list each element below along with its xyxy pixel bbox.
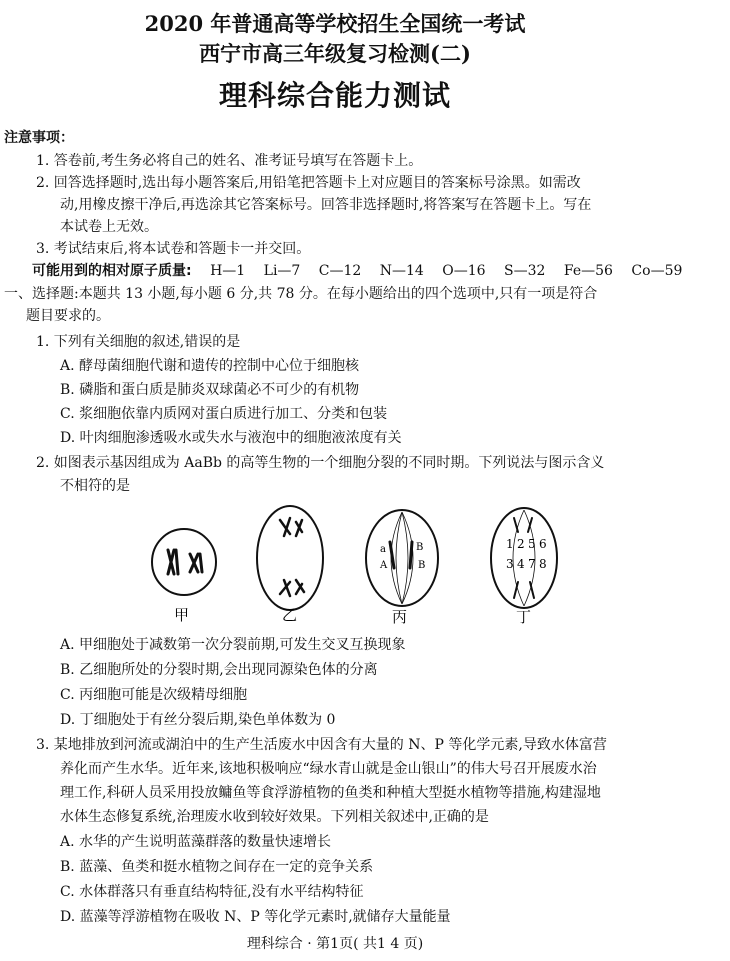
atomic-mass: Fe—56	[563, 263, 613, 279]
notice-heading: 注意事项：	[4, 130, 74, 146]
atomic-mass: Co—59	[631, 263, 683, 279]
cell-division-figure	[140, 498, 580, 628]
atomic-mass: S—32	[504, 263, 546, 279]
question-3-stem-cont: 理工作,科研人员采用投放鳙鱼等食浮游植物的鱼类和种植大型挺水植物等措施,构建湿地	[60, 785, 601, 801]
figure-label: 丁	[516, 608, 532, 626]
cell-yi	[257, 506, 323, 624]
notice-item: 本试卷上无效。	[60, 219, 158, 235]
chromosome-number: 5	[528, 537, 536, 551]
exam-subtitle: 西宁市高三年级复习检测(二)	[199, 41, 471, 66]
chromosome-number: 6	[539, 537, 547, 551]
question-2-option: A. 甲细胞处于减数第一次分裂前期,可发生交叉互换现象	[60, 637, 406, 653]
notice-item: 2. 回答选择题时,选出每小题答案后,用铅笔把答题卡上对应题目的答案标号涂黑。如需改	[36, 175, 581, 191]
question-2-option: D. 丁细胞处于有丝分裂后期,染色单体数为 0	[60, 712, 336, 728]
question-3-stem-cont: 水体生态修复系统,治理废水收到较好效果。下列相关叙述中,正确的是	[60, 809, 489, 825]
notice-item: 3. 考试结束后,将本试卷和答题卡一并交回。	[36, 241, 311, 257]
chromosome-number: 3	[506, 557, 514, 571]
figure-label: 甲	[174, 606, 190, 624]
atomic-mass: C—12	[318, 263, 362, 279]
question-3-stem-cont: 养化而产生水华。近年来,该地积极响应“绿水青山就是金山银山”的伟大号召开展废水治	[60, 761, 597, 777]
question-2-stem: 2. 如图表示基因组成为 AaBb 的高等生物的一个细胞分裂的不同时期。下列说法与图示含义	[36, 455, 605, 471]
gene-label: a	[380, 544, 386, 555]
question-1-option: C. 浆细胞依靠内质网对蛋白质进行加工、分类和包装	[60, 406, 388, 422]
chromosome-number: 7	[528, 557, 536, 571]
chromosome-number: 4	[517, 557, 525, 571]
chromosome-number: 2	[517, 537, 525, 551]
section-heading: 一、选择题:本题共 13 小题,每小题 6 分,共 78 分。在每小题给出的四个选项中,只有一项是符合	[4, 286, 598, 302]
page-footer: 理科综合 · 第1页( 共1 4 页)	[246, 936, 424, 952]
cell-jia	[152, 529, 216, 624]
question-3-option: A. 水华的产生说明蓝藻群落的数量快速增长	[60, 834, 332, 850]
question-3-option: D. 蓝藻等浮游植物在吸收 N、P 等化学元素时,就储存大量能量	[60, 909, 451, 925]
cell-bing	[366, 510, 438, 626]
cell-ding	[491, 508, 557, 626]
atomic-mass: O—16	[442, 263, 486, 279]
question-1-option: A. 酵母菌细胞代谢和遗传的控制中心位于细胞核	[60, 358, 360, 374]
question-3-option: C. 水体群落只有垂直结构特征,没有水平结构特征	[60, 884, 364, 900]
figure-label: 丙	[392, 608, 408, 626]
atomic-mass: Li—7	[263, 263, 301, 279]
atomic-masses	[0, 261, 702, 281]
question-1-option: D. 叶肉细胞渗透吸水或失水与液泡中的细胞液浓度有关	[60, 430, 402, 446]
subject-title: 理科综合能力测试	[218, 79, 451, 112]
gene-label: B	[416, 542, 424, 553]
question-2-option: B. 乙细胞所处的分裂时期,会出现同源染色体的分离	[60, 662, 378, 678]
notice-item: 动,用橡皮擦干净后,再选涂其它答案标号。回答非选择题时,将答案写在答题卡上。写在	[60, 197, 592, 213]
question-1-stem: 1. 下列有关细胞的叙述,错误的是	[36, 334, 241, 350]
gene-label: B	[418, 560, 426, 571]
atomic-masses-label: 可能用到的相对原子质量:	[32, 263, 192, 279]
atomic-mass: N—14	[379, 263, 424, 279]
section-heading-cont: 题目要求的。	[26, 308, 110, 324]
notice-item: 1. 答卷前,考生务必将自己的姓名、准考证号填写在答题卡上。	[36, 153, 423, 169]
chromosome-number: 1	[506, 537, 514, 551]
atomic-mass: H—1	[210, 263, 246, 279]
question-3-stem: 3. 某地排放到河流或湖泊中的生产生活废水中因含有大量的 N、P 等化学元素,导致水体富营	[36, 737, 607, 753]
question-2-option: C. 丙细胞可能是次级精母细胞	[60, 687, 248, 703]
figure-label: 乙	[282, 606, 298, 624]
exam-title: 2020 年普通高等学校招生全国统一考试	[144, 11, 526, 36]
question-3-option: B. 蓝藻、鱼类和挺水植物之间存在一定的竞争关系	[60, 859, 374, 875]
question-1-option: B. 磷脂和蛋白质是肺炎双球菌必不可少的有机物	[60, 382, 360, 398]
chromosome-number: 8	[539, 557, 547, 571]
question-2-stem-cont: 不相符的是	[60, 478, 130, 494]
gene-label: A	[380, 560, 388, 571]
